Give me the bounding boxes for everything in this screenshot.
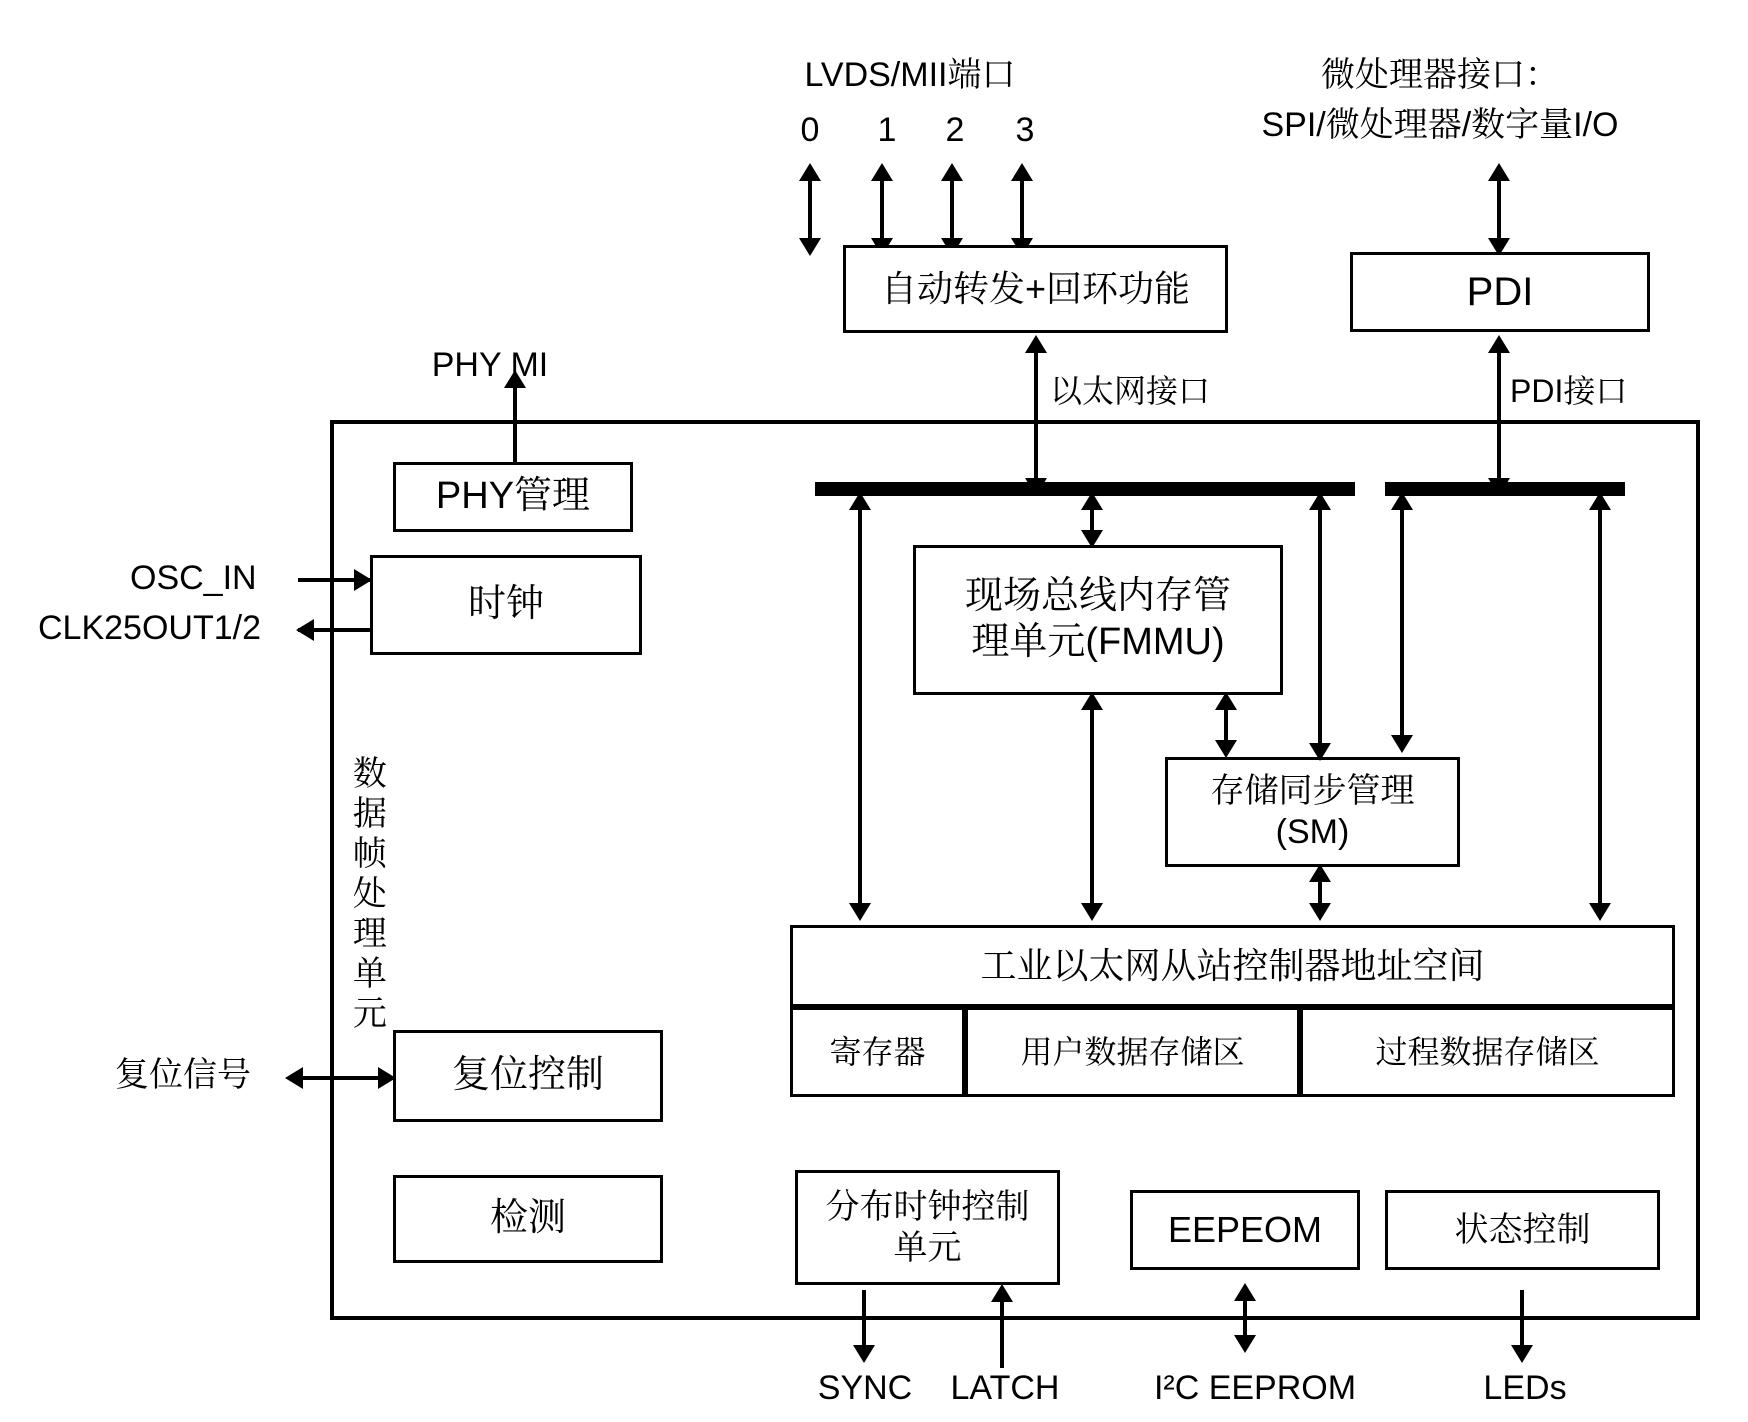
pdi-interface-arrow-up [1488, 335, 1510, 353]
bus-to-sm-line-right [1318, 500, 1322, 755]
block-reset-control [393, 1030, 663, 1122]
port-2-arrow-up [941, 163, 963, 181]
pdi-bus-right-line [1598, 500, 1602, 915]
osc-in-arrow [354, 569, 372, 591]
i2c-arrow-up [1234, 1283, 1256, 1301]
block-phy-manage-label: PHY管理 [435, 475, 591, 518]
block-clock-label: 时钟 [467, 583, 544, 626]
label-phy-mi: PHY MI [431, 346, 549, 384]
sync-line [862, 1290, 866, 1350]
block-eepeom-label: EEPEOM [1167, 1209, 1323, 1251]
port-3-arrow-up [1011, 163, 1033, 181]
block-process-data-area-label: 过程数据存储区 [1375, 1033, 1600, 1070]
block-fmmu [913, 545, 1283, 695]
label-ethernet-interface: 以太网接口 [1050, 373, 1211, 409]
label-latch: LATCH [950, 1369, 1060, 1407]
block-pdi [1350, 252, 1650, 332]
pdi-bus-left-arrow-down [1391, 735, 1413, 753]
label-port-0: 0 [800, 111, 820, 149]
port-2-line [950, 180, 954, 240]
label-sync: SYNC [817, 1369, 913, 1407]
bus-to-fmmu-arrow-down [1081, 530, 1103, 548]
leds-arrow [1511, 1345, 1533, 1363]
block-process-data-area [1300, 1007, 1675, 1097]
port-0-arrow-up [799, 163, 821, 181]
bus-to-sm-arrow-down-right [1309, 743, 1331, 761]
block-address-space [790, 925, 1675, 1007]
block-detect [393, 1175, 663, 1263]
block-clock [370, 555, 642, 655]
sm-to-addr-arrow-up [1309, 864, 1331, 882]
bus-to-addr-arrow-up-left [849, 492, 871, 510]
pdi-bus-right-arrow-up [1589, 492, 1611, 510]
block-status-control-label: 状态控制 [1454, 1210, 1591, 1249]
port-1-arrow-up [871, 163, 893, 181]
label-i2c-eeprom: I²C EEPROM [1153, 1369, 1357, 1407]
block-auto-forward-label: 自动转发+回环功能 [880, 268, 1191, 310]
bus-to-addr-line-mid [1090, 700, 1094, 915]
bus-to-addr-arrow-down-left [849, 903, 871, 921]
bus-to-addr-line-left [858, 500, 862, 915]
label-clk25out: CLK25OUT1/2 [38, 609, 261, 647]
block-dc-unit-label-line1: 分布时钟控制 [825, 1187, 1030, 1226]
fmmu-to-sm-arrow-down [1215, 740, 1237, 758]
pdi-bus-left-arrow-up [1391, 492, 1413, 510]
port-0-arrow-down [799, 238, 821, 256]
label-lvds-mii-port: LVDS/MII端口 [804, 56, 1016, 94]
sm-to-addr-arrow-down [1309, 903, 1331, 921]
latch-arrow [991, 1284, 1013, 1302]
block-pdi-label: PDI [1466, 270, 1534, 314]
label-reset-signal: 复位信号 [115, 1056, 251, 1094]
block-register [790, 1007, 965, 1097]
block-phy-manage [393, 462, 633, 532]
block-fmmu-label-line1: 现场总线内存管 [964, 575, 1231, 618]
label-port-3: 3 [1015, 111, 1035, 149]
port-3-line [1020, 180, 1024, 240]
pdi-top-line [1497, 180, 1501, 240]
reset-signal-arrow-left [285, 1067, 303, 1089]
label-port-1: 1 [877, 111, 897, 149]
label-port-2: 2 [945, 111, 965, 149]
pdi-bus-right-arrow-down [1589, 903, 1611, 921]
port-1-line [880, 180, 884, 240]
block-fmmu-label-line2: 理单元(FMMU) [971, 621, 1225, 663]
block-address-space-label: 工业以太网从站控制器地址空间 [980, 945, 1485, 987]
bus-to-fmmu-arrow-up [1081, 492, 1103, 510]
label-osc-in: OSC_IN [130, 559, 257, 597]
label-mpu-interface-line1: 微处理器接口： [1321, 56, 1559, 94]
block-sm-label-line1: 存储同步管理 [1210, 772, 1415, 811]
bus-to-sm-arrow-up-right [1309, 492, 1331, 510]
reset-signal-arrow-right [378, 1067, 396, 1089]
label-pdi-interface: PDI接口 [1510, 373, 1628, 409]
block-dc-unit-label-line2: 单元 [893, 1228, 962, 1267]
ethernet-interface-arrow-up [1025, 335, 1047, 353]
label-frame-processing-unit-text: 数据帧处理单元 [347, 754, 386, 1035]
block-user-data-area [965, 1007, 1300, 1097]
label-leds: LEDs [1483, 1369, 1567, 1407]
block-reset-control-label: 复位控制 [451, 1054, 604, 1097]
block-auto-forward [843, 245, 1228, 333]
block-status-control [1385, 1190, 1660, 1270]
fmmu-to-sm-arrow-up [1215, 692, 1237, 710]
block-user-data-area-label: 用户数据存储区 [1020, 1033, 1245, 1070]
port-0-line [808, 180, 812, 240]
block-dc-unit [795, 1170, 1060, 1285]
leds-line [1520, 1290, 1524, 1350]
pdi-bus-left-line [1400, 500, 1404, 745]
block-eepeom [1130, 1190, 1360, 1270]
block-sm-label-line2: (SM) [1275, 813, 1350, 851]
bus-to-addr-arrow-up-mid [1081, 692, 1103, 710]
block-detect-label: 检测 [489, 1197, 566, 1240]
bus-to-addr-arrow-down-mid [1081, 903, 1103, 921]
phy-mi-arrow-up [504, 370, 526, 388]
block-sm [1165, 757, 1460, 867]
i2c-arrow-down [1234, 1335, 1256, 1353]
sync-arrow [853, 1345, 875, 1363]
block-register-label: 寄存器 [829, 1033, 926, 1070]
label-frame-processing-unit [347, 680, 391, 1110]
clk25out-arrow [296, 619, 314, 641]
pdi-top-arrow-up [1488, 163, 1510, 181]
label-mpu-interface-line2: SPI/微处理器/数字量I/O [1261, 106, 1619, 144]
